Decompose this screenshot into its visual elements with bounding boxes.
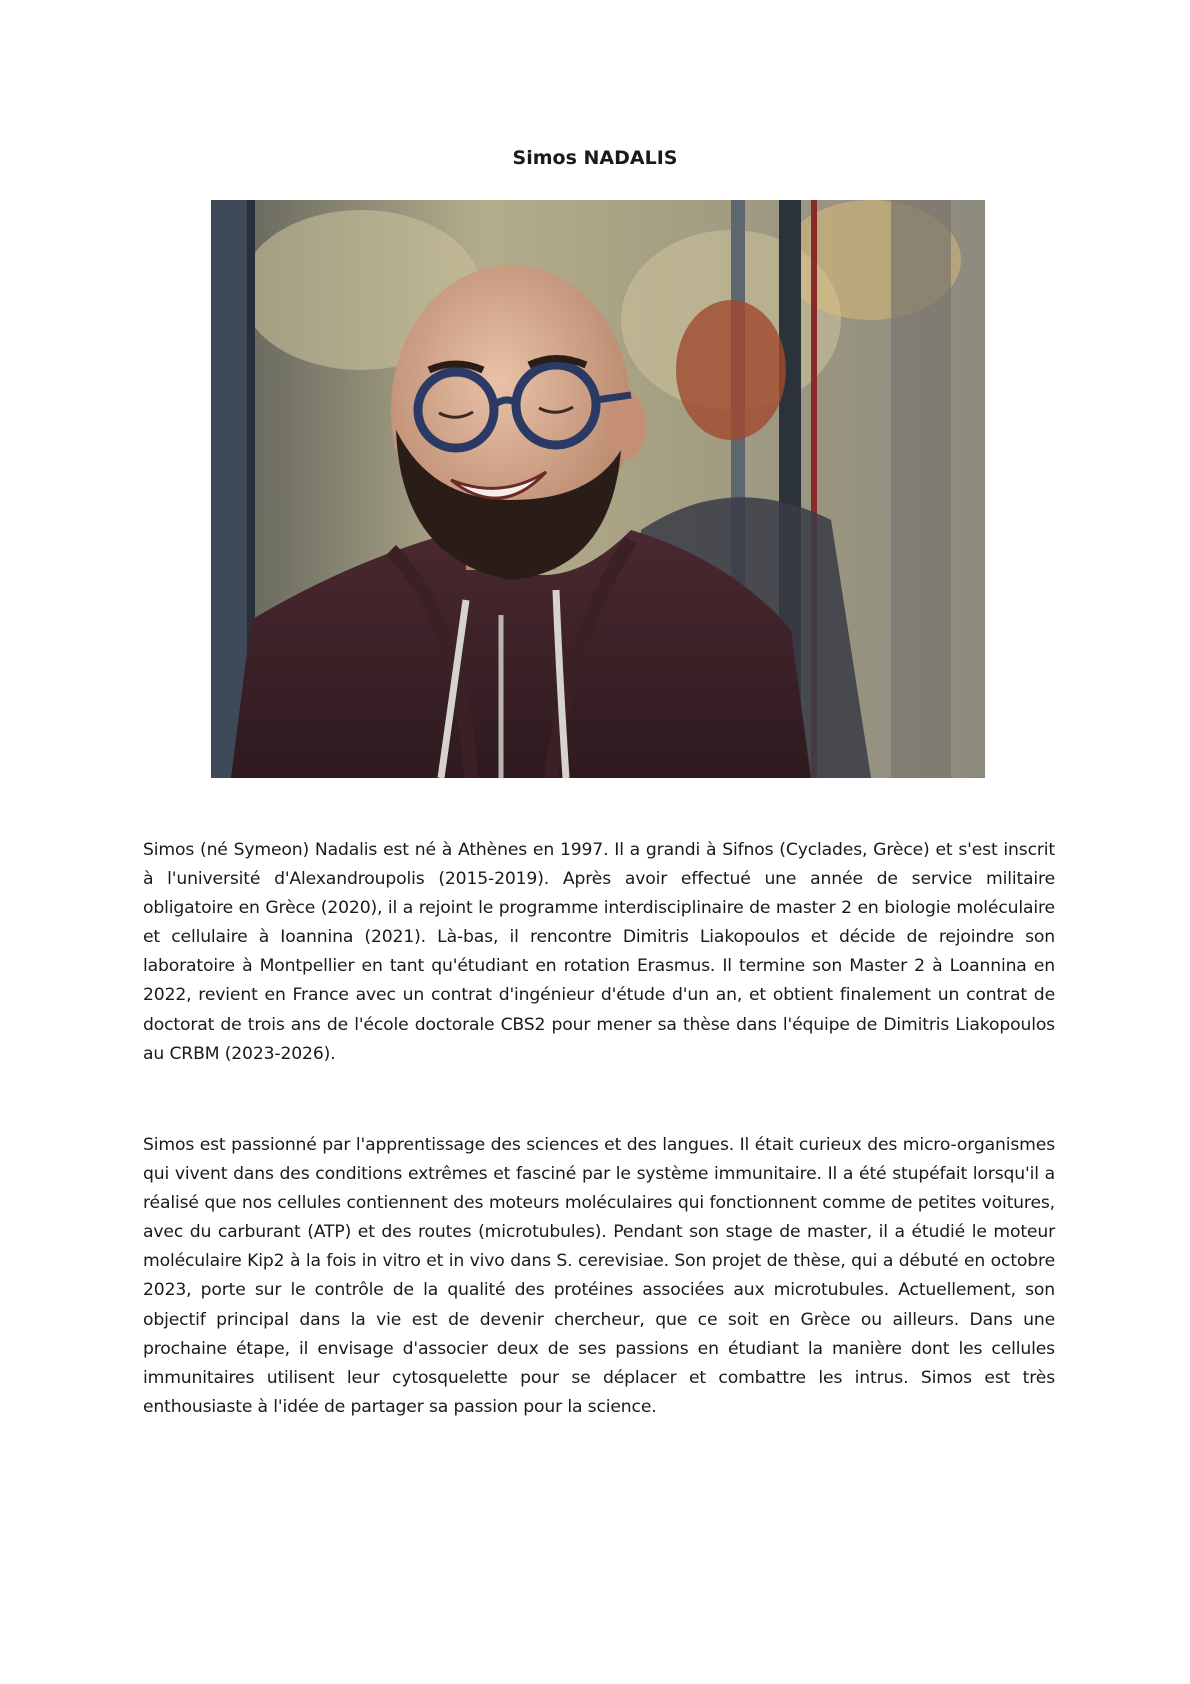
page-title: Simos NADALIS <box>512 147 678 169</box>
bio-paragraph-1: Simos (né Symeon) Nadalis est né à Athènes en 1997. Il a grandi à Sifnos (Cyclades, Grèce) et s'est inscrit à l'université d'Alexandroupolis (2015-2019). Après avoir effectué une année de service militaire obligatoire en Grèce (2020), il a rejoint le programme interdisciplinaire de master 2 en biologie moléculaire et cellulaire à Ioannina (2021). Là-bas, il rencontre Dimitris Liakopoulos et décide de rejoindre son laboratoire à Montpellier en tant qu'étudiant en rotation Erasmus. Il termine son Master 2 à Loannina en 2022, revient en France avec un contrat d'ingénieur d'étude d'un an, et obtient finalement un contrat de doctorat de trois ans de l'école doctorale CBS2 pour mener sa thèse dans l'équipe de Dimitris Liakopoulos au CRBM (2023-2026). <box>143 840 1055 1064</box>
bio-paragraph-2: Simos est passionné par l'apprentissage des sciences et des langues. Il était curieux des micro-organismes qui vivent dans des conditions extrêmes et fasciné par le système immunitaire. Il a été stupéfait lorsqu'il a réalisé que nos cellules contiennent des moteurs moléculaires qui fonctionnent comme de petites voitures, avec du carburant (ATP) et des routes (microtubules). Pendant son stage de master, il a étudié le moteur moléculaire Kip2 à la fois in vitro et in vivo dans S. cerevisiae. Son projet de thèse, qui a débuté en octobre 2023, porte sur le contrôle de la qualité des protéines associées aux microtubules. Actuellement, son objectif principal dans la vie est de devenir chercheur, que ce soit en Grèce ou ailleurs. Dans une prochaine étape, il envisage d'associer deux de ses passions en étudiant la manière dont les cellules immunitaires utilisent leur cytosquelette pour se déplacer et combattre les intrus. Simos est très enthousiaste à l'idée de partager sa passion pour la science. <box>143 1135 1055 1417</box>
portrait-photo <box>211 200 985 778</box>
portrait-illustration <box>211 200 985 778</box>
